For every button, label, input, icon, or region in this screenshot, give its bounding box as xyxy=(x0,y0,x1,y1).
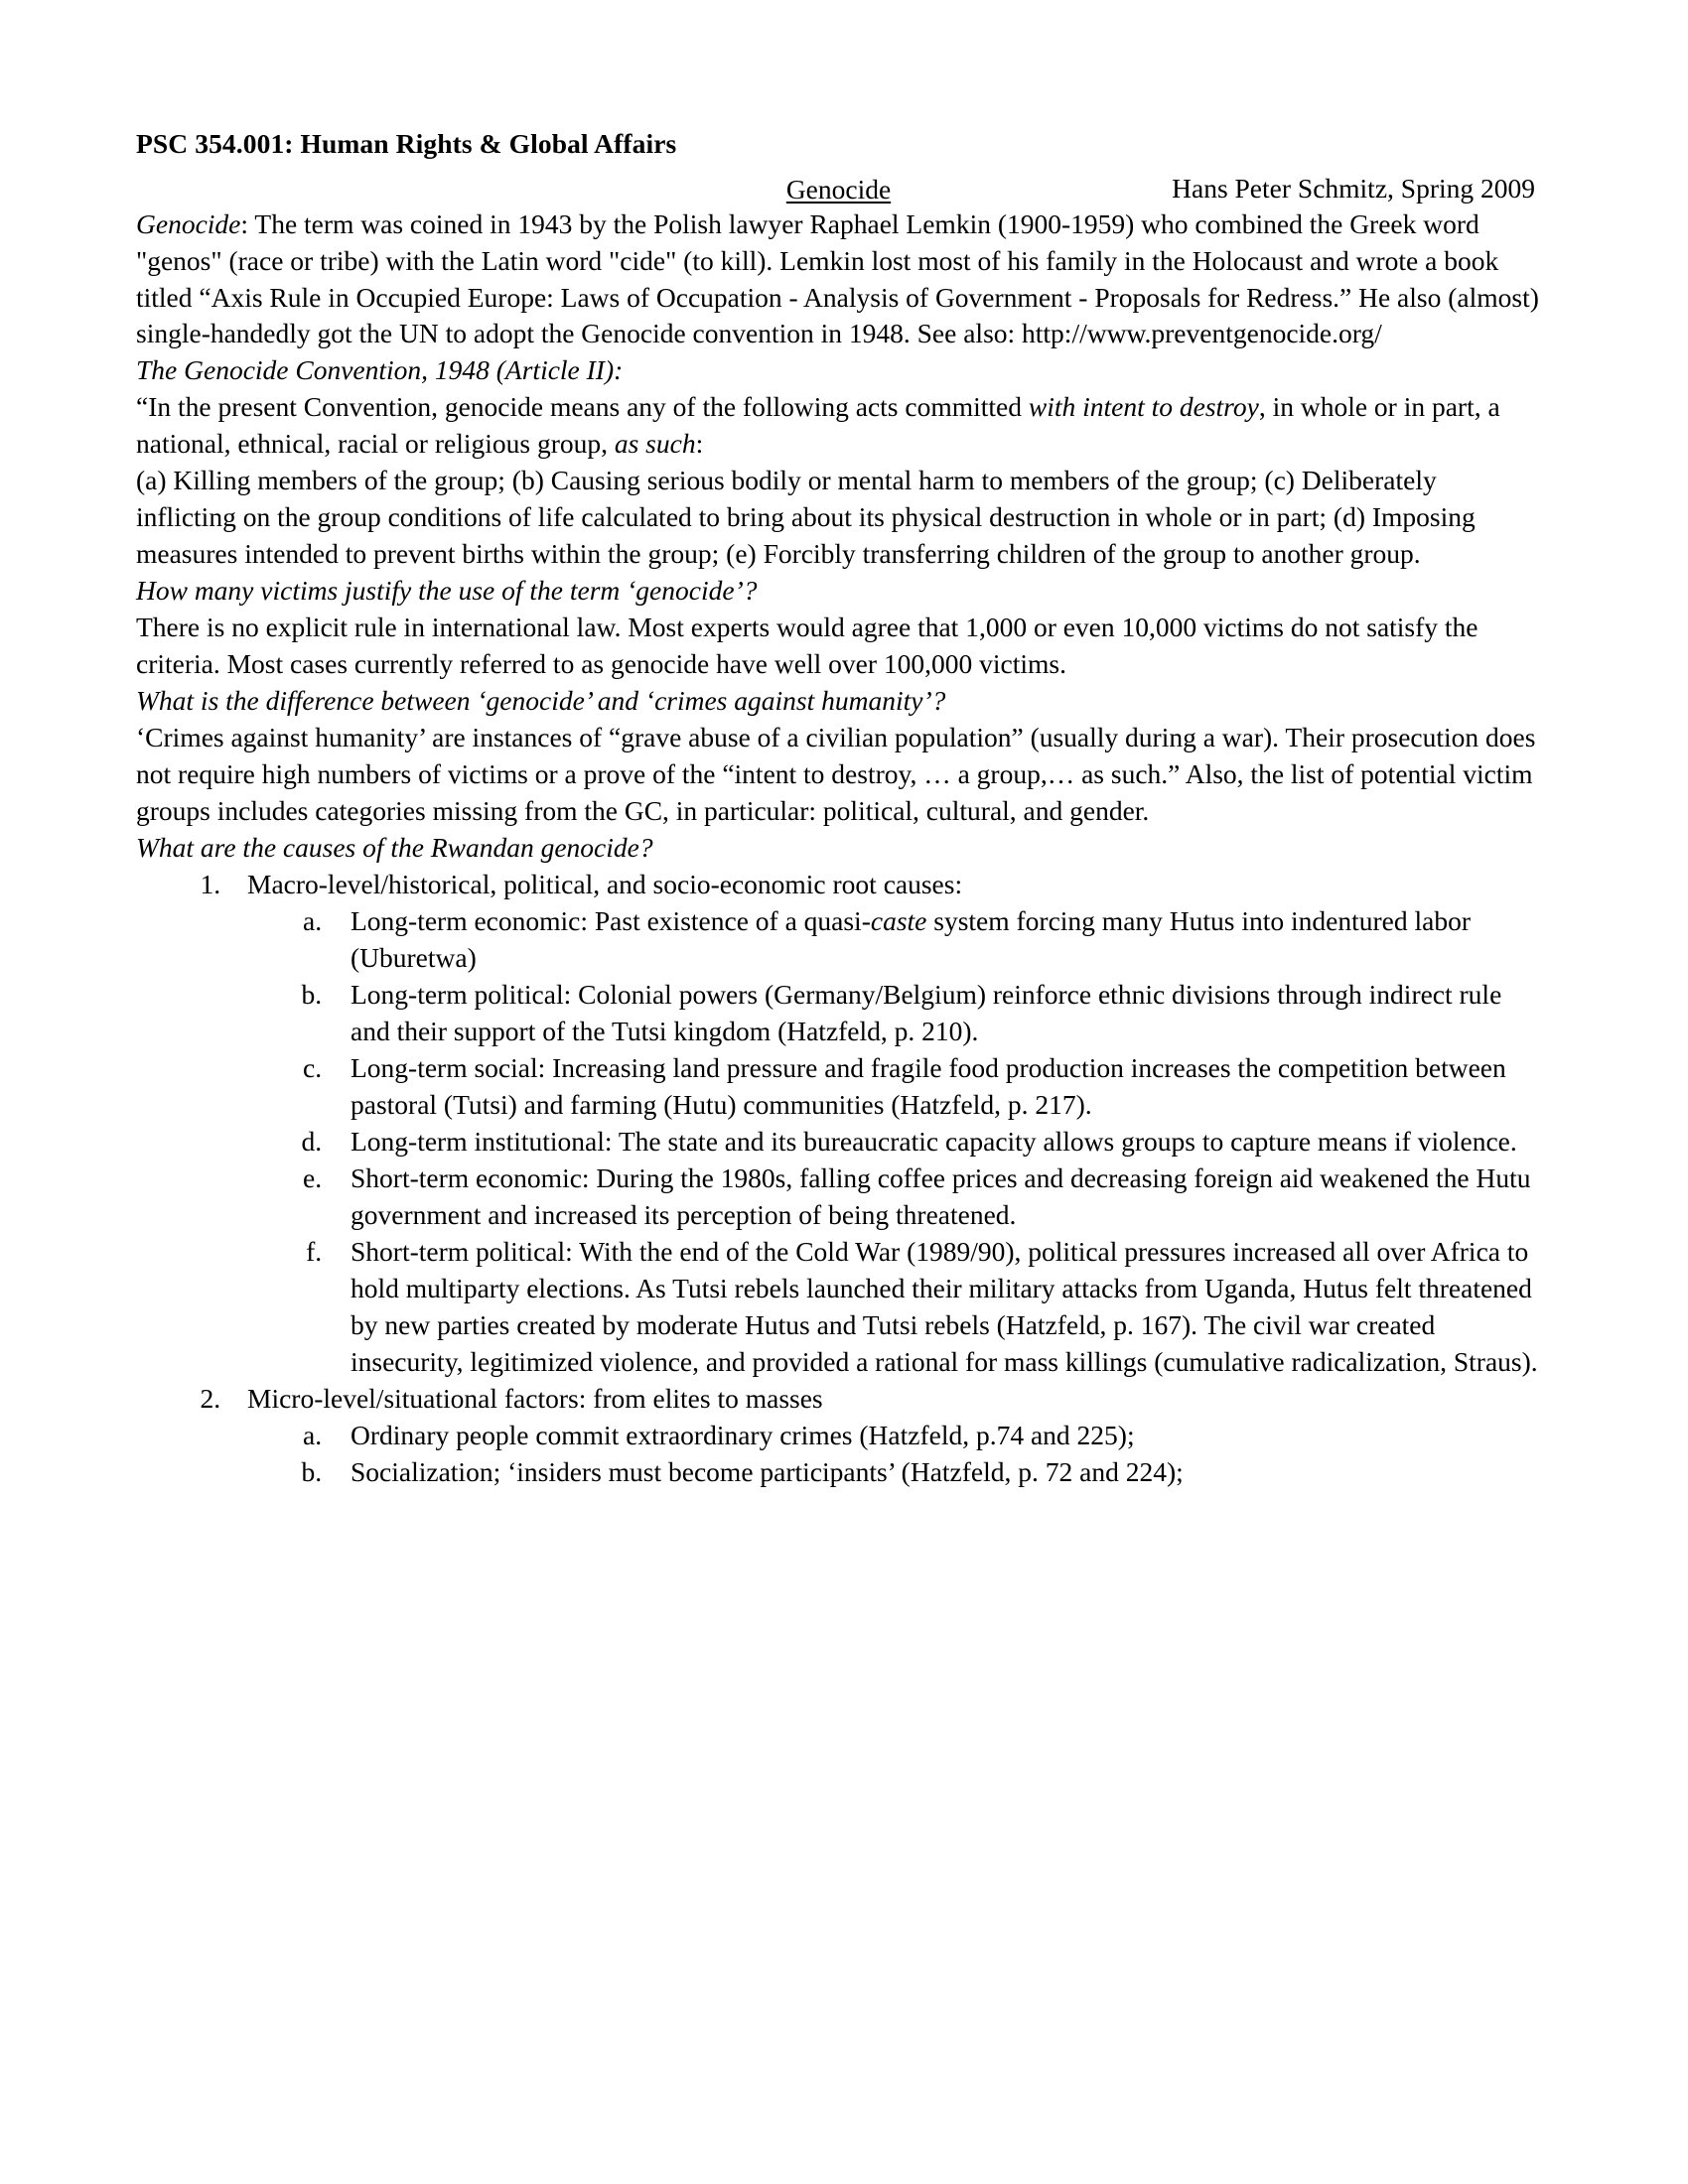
list-item xyxy=(329,977,1541,1050)
list-item xyxy=(329,1124,1541,1160)
sub-item-post: system forcing many Hutus into indentured labor (Uburetwa) xyxy=(351,905,1471,974)
list-item xyxy=(329,1418,1541,1454)
sub-item-pre: Short-term political: With the end of the Cold War (1989/90), political pressures increased all over Africa to hold multiparty elections. As Tutsi rebels launched their military attacks from Uganda, Hutus felt threatened by new parties created by moderate Hutus and Tutsi rebels (Hatzfeld, p. 167). The civil war created insecurity, legitimized violence, and provided a rational for mass killings (cumulative radicalization, Straus). xyxy=(351,1236,1538,1378)
convention-quote-part1: “In the present Convention, genocide means any of the following acts committed xyxy=(136,391,1029,423)
causes-heading: What are the causes of the Rwandan genocide? xyxy=(136,832,653,864)
sub-item-pre: Long-term economic: Past existence of a quasi- xyxy=(351,905,871,937)
convention-heading: The Genocide Convention, 1948 (Article II): xyxy=(136,354,624,386)
convention-quote-part3: : xyxy=(695,428,704,460)
convention-acts-list: (a) Killing members of the group; (b) Causing serious bodily or mental harm to members of the group; (c) Deliberately inflicting on the group conditions of life calculated to bring about its physical destruction in whole or in part; (d) Imposing measures intended to prevent births within the group; (e) Forcibly transferring children of the group to another group. xyxy=(136,465,1476,570)
sub-item-pre: Long-term political: Colonial powers (Germany/Belgium) reinforce ethnic divisions through indirect rule and their support of the Tutsi kingdom (Hatzfeld, p. 210). xyxy=(351,979,1502,1047)
sub-item-pre: Long-term social: Increasing land pressure and fragile food production increases the competition between pastoral (Tutsi) and farming (Hutu) communities (Hatzfeld, p. 217). xyxy=(351,1052,1506,1121)
causes-list-continued xyxy=(227,1381,1541,1491)
list-item xyxy=(329,1160,1541,1234)
list-item xyxy=(329,1234,1541,1381)
difference-body: ‘Crimes against humanity’ are instances of “grave abuse of a civilian population” (usually during a war). Their prosecution does not require high numbers of victims or a prove of the “intent to destroy, … a group,… as such.” Also, the list of potential victim groups includes categories missing from the GC, in particular: political, cultural, and gender. xyxy=(136,722,1536,827)
list-item xyxy=(227,1381,1541,1491)
sub-item-pre: Short-term economic: During the 1980s, falling coffee prices and decreasing foreign aid weakened the Hutu government and increased its perception of being threatened. xyxy=(351,1162,1531,1231)
difference-heading: What is the difference between ‘genocide’ and ‘crimes against humanity’? xyxy=(136,685,946,717)
victims-body: There is no explicit rule in international law. Most experts would agree that 1,000 or even 10,000 victims do not satisfy the criteria. Most cases currently referred to as genocide have well over 100,000 victims. xyxy=(136,612,1478,680)
convention-quote-part2: , in whole or in part, a national, ethnical, racial or religious group, xyxy=(136,391,1500,460)
sub-item-pre: Long-term institutional: The state and its bureaucratic capacity allows groups to capture means if violence. xyxy=(351,1126,1517,1158)
definition-paragraph xyxy=(136,206,1541,353)
convention-quote-italic1: with intent to destroy xyxy=(1028,391,1259,423)
list-item xyxy=(329,1050,1541,1124)
list-item xyxy=(329,1454,1541,1491)
cause-item-label: Micro-level/situational factors: from elites to masses xyxy=(247,1383,823,1415)
causes-list xyxy=(227,867,1541,1381)
topic-heading-text: Genocide xyxy=(785,174,892,205)
sub-item-italic: caste xyxy=(870,905,927,937)
definition-body: The term was coined in 1943 by the Polish lawyer Raphael Lemkin (1900-1959) who combined the Greek word "genos" (race or tribe) with the Latin word "cide" (to kill). Lemkin lost most of his family in the Holocaust and wrote a book titled “Axis Rule in Occupied Europe: Laws of Occupation - Analysis of Government - Proposals for Redress.” He also (almost) single-handedly got the UN to adopt the Genocide convention in 1948. See also: http://www.preventgenocide.org/ xyxy=(136,207,1539,349)
list-item xyxy=(227,867,1541,1381)
victims-heading: How many victims justify the use of the term ‘genocide’? xyxy=(136,575,758,607)
causes-sublist xyxy=(329,1418,1541,1491)
sub-item-pre: Socialization; ‘insiders must become participants’ (Hatzfeld, p. 72 and 224); xyxy=(351,1456,1184,1487)
sub-item-pre: Ordinary people commit extraordinary crimes (Hatzfeld, p.74 and 225); xyxy=(351,1420,1135,1451)
author-line: Hans Peter Schmitz, Spring 2009 xyxy=(1172,172,1535,204)
cause-item-label: Macro-level/historical, political, and socio-economic root causes: xyxy=(247,869,963,900)
definition-term-suffix: : xyxy=(240,207,249,239)
list-item xyxy=(329,903,1541,977)
page-title: PSC 354.001: Human Rights & Global Affairs xyxy=(136,128,677,159)
definition-term: Genocide xyxy=(136,207,241,239)
convention-quote-italic2: as such xyxy=(614,428,696,460)
convention-quote xyxy=(136,389,1541,463)
causes-sublist xyxy=(329,903,1541,1381)
